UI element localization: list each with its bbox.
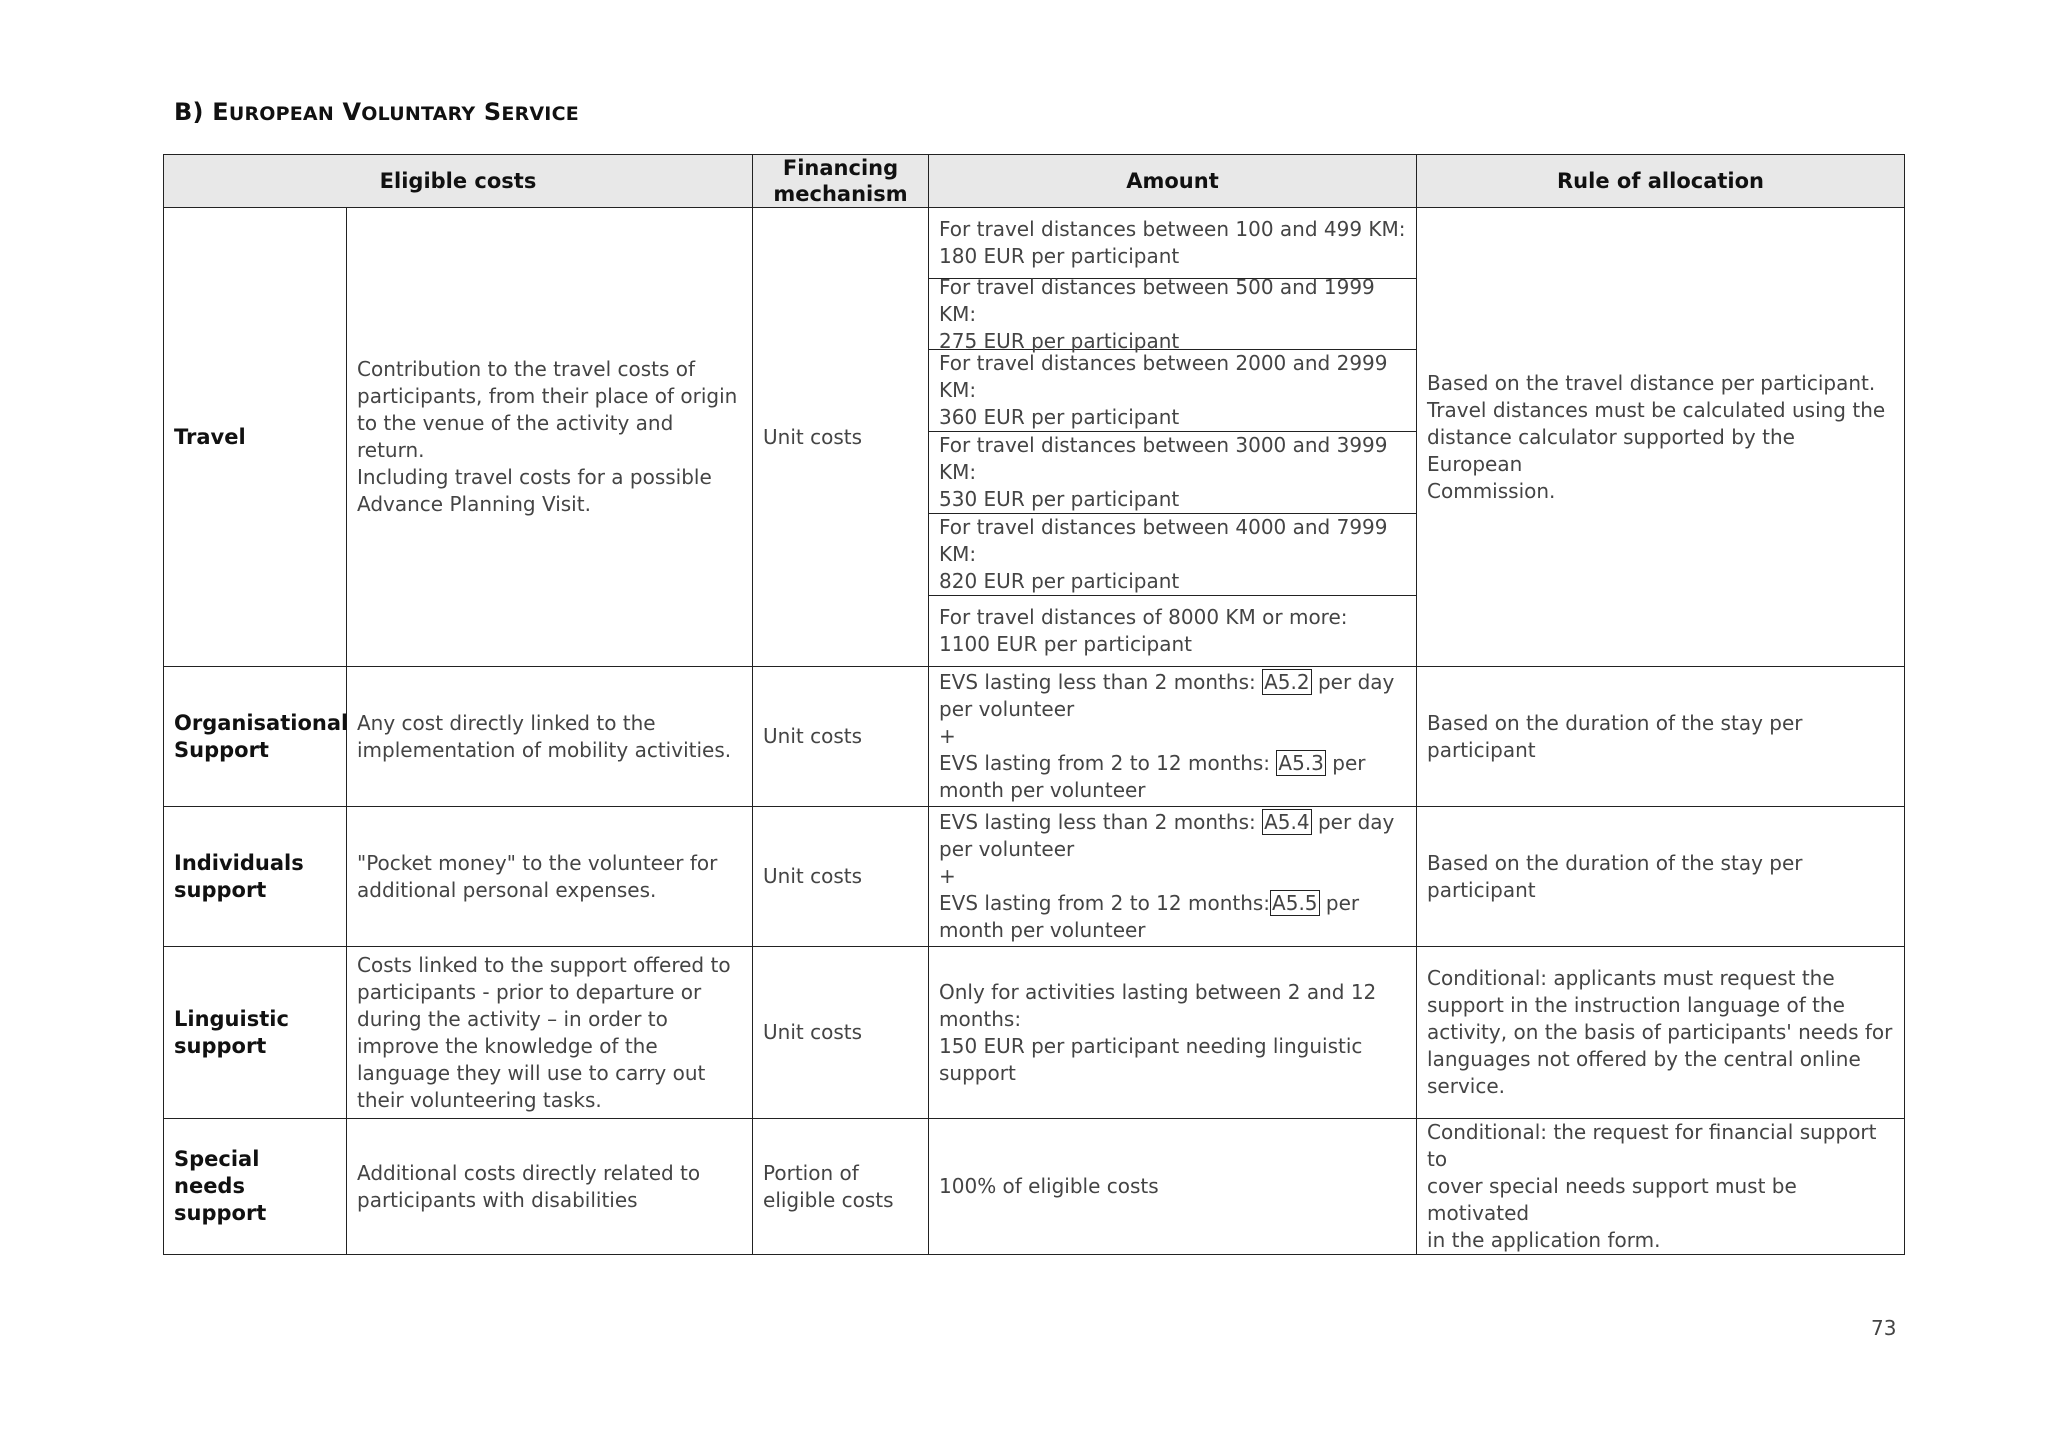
travel-amounts bbox=[929, 208, 1417, 667]
reference-a5-2: A5.2 bbox=[1264, 670, 1310, 694]
row-label-individuals-support: Individuals support bbox=[164, 807, 347, 947]
travel-band-2000-2999: For travel distances between 2000 and 2999 KM: 360 EUR per participant bbox=[929, 349, 1416, 431]
table-row-travel bbox=[164, 208, 1905, 667]
table-row-linguistic-support bbox=[164, 947, 1905, 1119]
reference-a5-3: A5.3 bbox=[1278, 751, 1324, 775]
organisational-mechanism: Unit costs bbox=[753, 667, 929, 807]
row-label-organisational-support: Organisational Support bbox=[164, 667, 347, 807]
special-needs-mechanism: Portion of eligible costs bbox=[753, 1119, 929, 1255]
individuals-mechanism: Unit costs bbox=[753, 807, 929, 947]
table-row-individuals-support bbox=[164, 807, 1905, 947]
row-label-travel: Travel bbox=[164, 208, 347, 667]
individuals-amount: EVS lasting less than 2 months: A5.4 per day per volunteer + EVS lasting from 2 to 12 months: A5.5 per month per volunteer bbox=[929, 807, 1417, 947]
special-needs-rule: Conditional: the request for financial support to cover special needs support must be motivated in the application form. bbox=[1417, 1119, 1905, 1255]
travel-band-4000-7999: For travel distances between 4000 and 7999 KM: 820 EUR per participant bbox=[929, 513, 1416, 595]
special-needs-description: Additional costs directly related to participants with disabilities bbox=[347, 1119, 753, 1255]
travel-mechanism: Unit costs bbox=[753, 208, 929, 667]
linguistic-description: Costs linked to the support offered to participants - prior to departure or during the activity – in order to improve the knowledge of the language they will use to carry out their volunteering tasks. bbox=[347, 947, 753, 1119]
travel-rule: Based on the travel distance per participant. Travel distances must be calculated using the distance calculator supported by the European Commission. bbox=[1417, 208, 1905, 667]
individuals-description: "Pocket money" to the volunteer for additional personal expenses. bbox=[347, 807, 753, 947]
header-amount: Amount bbox=[929, 155, 1417, 208]
eligible-costs-table bbox=[163, 154, 1905, 1255]
table-row-organisational-support bbox=[164, 667, 1905, 807]
special-needs-amount: 100% of eligible costs bbox=[929, 1119, 1417, 1255]
page-number: 73 bbox=[1871, 1316, 1897, 1340]
linguistic-amount: Only for activities lasting between 2 and 12 months: 150 EUR per participant needing linguistic support bbox=[929, 947, 1417, 1119]
table-header-row bbox=[164, 155, 1905, 208]
row-label-linguistic-support: Linguistic support bbox=[164, 947, 347, 1119]
travel-band-100-499: For travel distances between 100 and 499 KM: 180 EUR per participant bbox=[939, 217, 1406, 268]
row-label-special-needs-support: Special needs support bbox=[164, 1119, 347, 1255]
individuals-rule: Based on the duration of the stay per participant bbox=[1417, 807, 1905, 947]
organisational-rule: Based on the duration of the stay per participant bbox=[1417, 667, 1905, 807]
organisational-amount: EVS lasting less than 2 months: A5.2 per day per volunteer + EVS lasting from 2 to 12 months: A5.3 per month per volunteer bbox=[929, 667, 1417, 807]
travel-band-8000-plus: For travel distances of 8000 KM or more: 1100 EUR per participant bbox=[929, 595, 1416, 666]
travel-band-3000-3999: For travel distances between 3000 and 3999 KM: 530 EUR per participant bbox=[929, 431, 1416, 513]
section-title: B) EUROPEAN VOLUNTARY SERVICE bbox=[174, 98, 579, 126]
linguistic-rule: Conditional: applicants must request the support in the instruction language of the activity, on the basis of participants' needs for languages not offered by the central online service. bbox=[1417, 947, 1905, 1119]
header-rule-of-allocation: Rule of allocation bbox=[1417, 155, 1905, 208]
reference-a5-5: A5.5 bbox=[1272, 891, 1318, 915]
header-financing-mechanism: Financing mechanism bbox=[753, 155, 929, 208]
organisational-description: Any cost directly linked to the implementation of mobility activities. bbox=[347, 667, 753, 807]
travel-band-500-1999: For travel distances between 500 and 1999 KM: 275 EUR per participant bbox=[929, 278, 1416, 349]
header-eligible-costs: Eligible costs bbox=[164, 155, 753, 208]
travel-description: Contribution to the travel costs of participants, from their place of origin to the venue of the activity and return. Including travel costs for a possible Advance Planning Visit. bbox=[347, 208, 753, 667]
table-row-special-needs-support bbox=[164, 1119, 1905, 1255]
linguistic-mechanism: Unit costs bbox=[753, 947, 929, 1119]
reference-a5-4: A5.4 bbox=[1264, 810, 1310, 834]
